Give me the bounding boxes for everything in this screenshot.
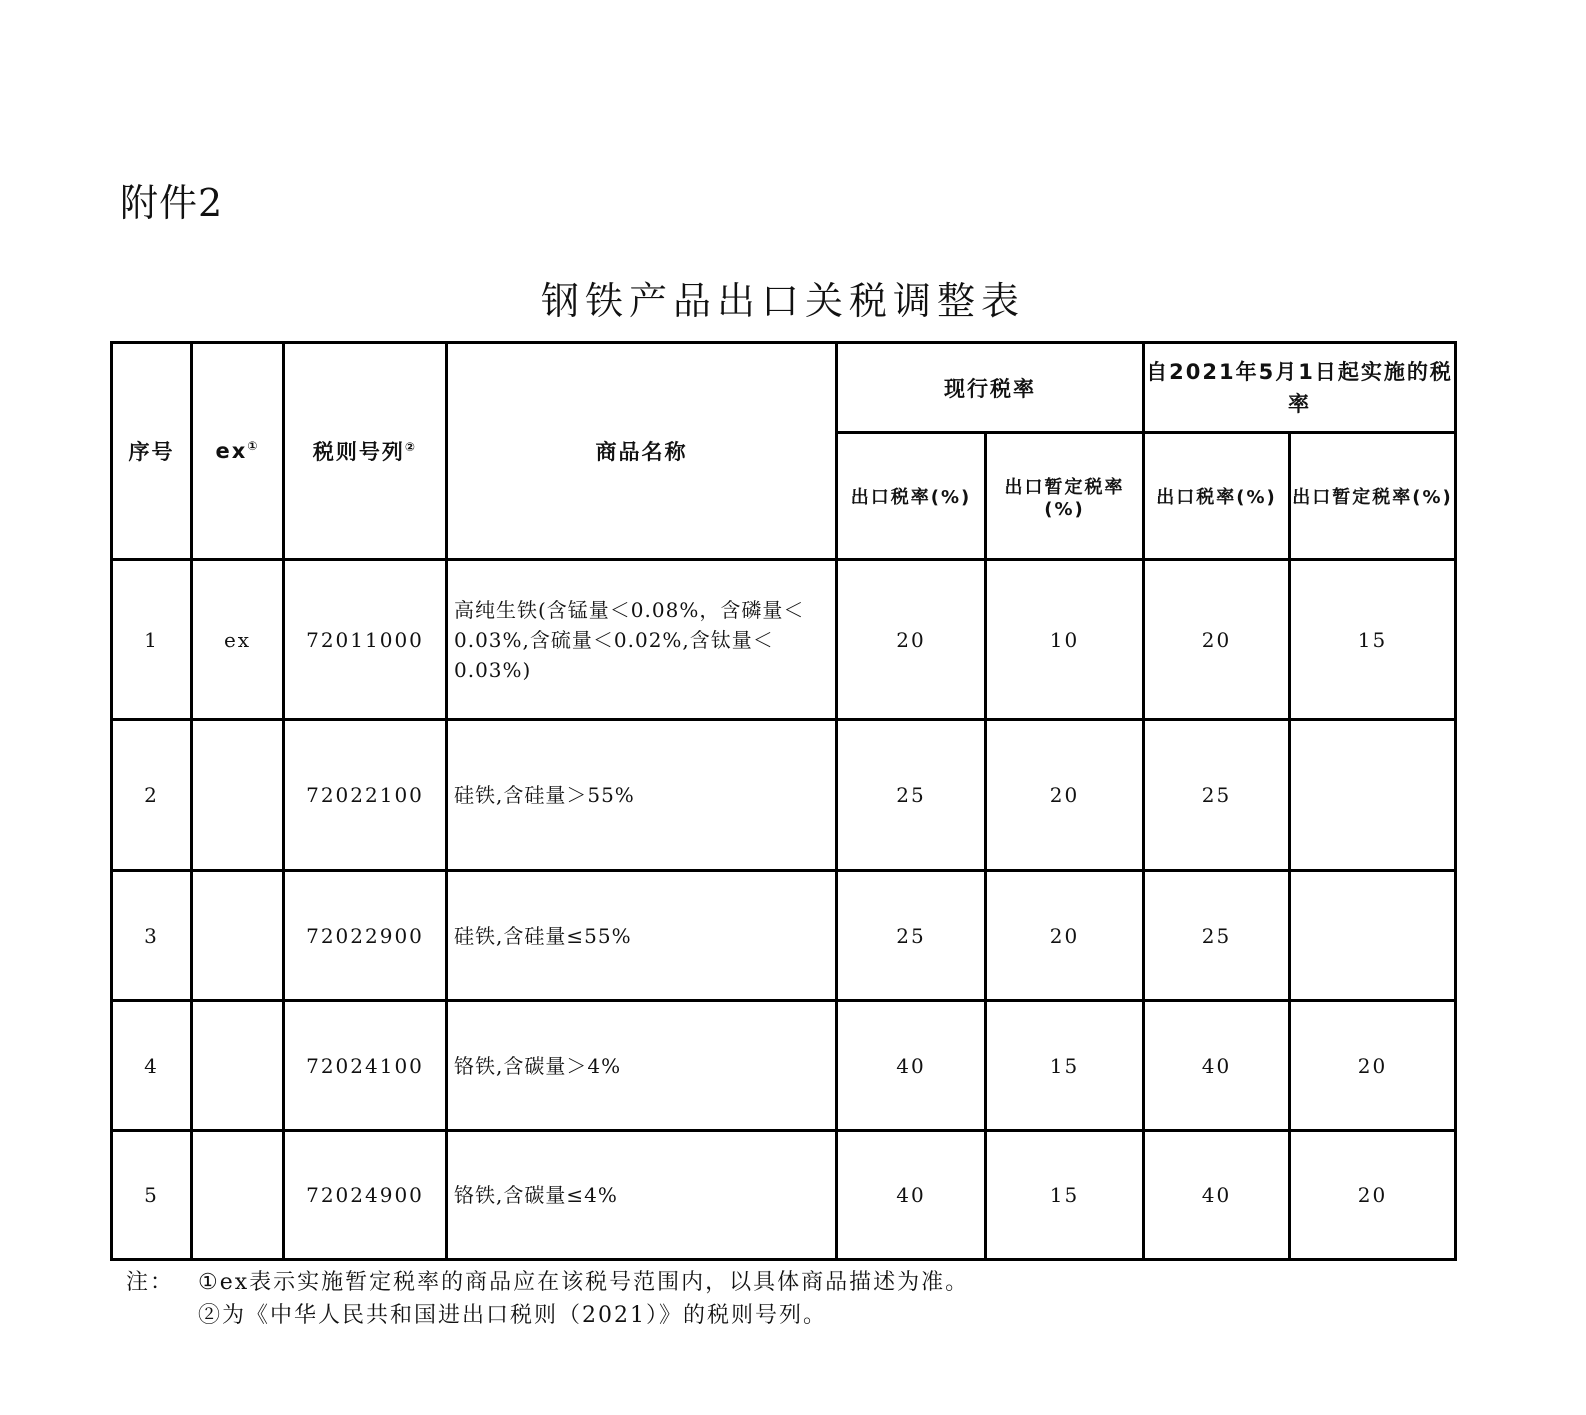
cell-code: 72022900 [284, 871, 447, 1001]
header-new-prov: 出口暂定税率(%) [1290, 433, 1456, 560]
header-code: 税则号列② [284, 343, 447, 560]
cell-cur-prov: 10 [986, 560, 1144, 720]
cell-seq: 5 [112, 1131, 192, 1260]
header-ex: ex① [192, 343, 284, 560]
cell-name: 高纯生铁(含锰量＜0.08%，含磷量＜0.03%,含硫量＜0.02%,含钛量＜0.03%) [447, 560, 837, 720]
cell-new-rate: 25 [1144, 720, 1290, 871]
cell-new-prov: 20 [1290, 1001, 1456, 1131]
header-row [112, 343, 1456, 433]
cell-code: 72024100 [284, 1001, 447, 1131]
cell-code: 72011000 [284, 560, 447, 720]
cell-name: 铬铁,含碳量≤4% [447, 1131, 837, 1260]
cell-ex: ex [192, 560, 284, 720]
header-cur-rate: 出口税率(%) [837, 433, 986, 560]
cell-ex [192, 1131, 284, 1260]
cell-seq: 4 [112, 1001, 192, 1131]
table-row [112, 871, 1456, 1001]
cell-ex [192, 871, 284, 1001]
cell-cur-prov: 15 [986, 1001, 1144, 1131]
table-row [112, 1131, 1456, 1260]
cell-new-rate: 40 [1144, 1131, 1290, 1260]
cell-cur-prov: 20 [986, 871, 1144, 1001]
cell-new-prov [1290, 720, 1456, 871]
cell-new-prov: 20 [1290, 1131, 1456, 1260]
cell-cur-rate: 40 [837, 1001, 986, 1131]
table-row [112, 720, 1456, 871]
cell-name: 硅铁,含硅量≤55% [447, 871, 837, 1001]
tariff-table [110, 341, 1457, 1261]
cell-code: 72022100 [284, 720, 447, 871]
cell-cur-rate: 25 [837, 871, 986, 1001]
cell-cur-prov: 15 [986, 1131, 1144, 1260]
cell-cur-rate: 20 [837, 560, 986, 720]
footnote-1: 注： ①ex表示实施暂定税率的商品应在该税号范围内，以具体商品描述为准。 [126, 1270, 970, 1295]
header-current-group: 现行税率 [837, 343, 1144, 433]
attachment-label: 附件2 [120, 181, 224, 225]
cell-new-rate: 25 [1144, 871, 1290, 1001]
cell-name: 硅铁,含硅量＞55% [447, 720, 837, 871]
footnote-2: ②为《中华人民共和国进出口税则（2021）》的税则号列。 [198, 1303, 827, 1328]
cell-new-rate: 20 [1144, 560, 1290, 720]
header-new-rate: 出口税率(%) [1144, 433, 1290, 560]
cell-seq: 2 [112, 720, 192, 871]
header-seq: 序号 [112, 343, 192, 560]
cell-new-rate: 40 [1144, 1001, 1290, 1131]
cell-ex [192, 1001, 284, 1131]
footnotes [126, 1266, 969, 1332]
cell-cur-rate: 40 [837, 1131, 986, 1260]
header-new-group: 自2021年5月1日起实施的税率 [1144, 343, 1456, 433]
cell-cur-prov: 20 [986, 720, 1144, 871]
page-title: 钢铁产品出口关税调整表 [540, 279, 1025, 323]
cell-new-prov: 15 [1290, 560, 1456, 720]
cell-name: 铬铁,含碳量＞4% [447, 1001, 837, 1131]
cell-new-prov [1290, 871, 1456, 1001]
cell-seq: 3 [112, 871, 192, 1001]
header-cur-prov: 出口暂定税率(%) [986, 433, 1144, 560]
header-name: 商品名称 [447, 343, 837, 560]
cell-seq: 1 [112, 560, 192, 720]
cell-cur-rate: 25 [837, 720, 986, 871]
table-row [112, 1001, 1456, 1131]
cell-code: 72024900 [284, 1131, 447, 1260]
cell-ex [192, 720, 284, 871]
table-row [112, 560, 1456, 720]
